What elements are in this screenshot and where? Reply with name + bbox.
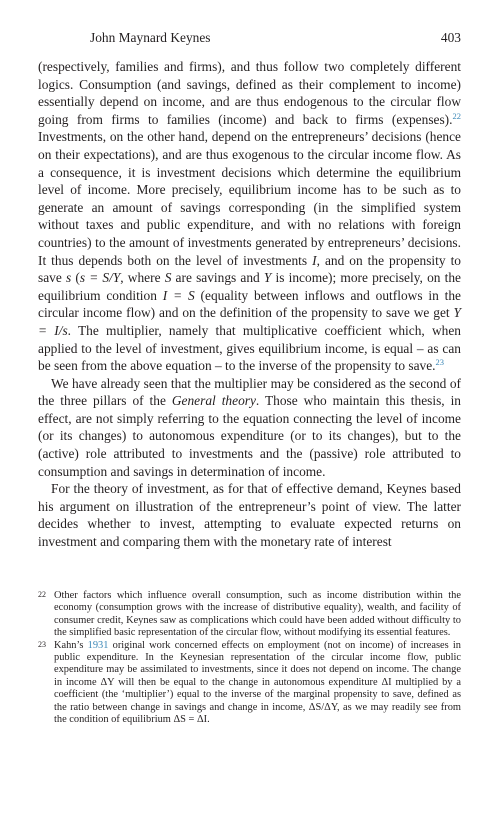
main-text — [38, 58, 461, 551]
footnote-number: 23 — [38, 639, 46, 649]
citation-link-1931[interactable]: 1931 — [87, 639, 109, 651]
paragraph-2: We have already seen that the multiplier may be considered as the second of the three pillars of the General theory. Those who maintain this thesis, in effect, are not simply referring to the equation connecting the level of income (or its changes) to autonomous expenditure (or to its changes), but to the (active) role attributed to investments and the (passive) role attributed to consumption and savings in determination of income. — [38, 375, 461, 479]
footnote-22 — [38, 590, 461, 640]
footnote-23: 23 Kahn’s 1931 original work concerned effects on employment (not on income) of increases in public expenditure. In the Keynesian representation of the circular income flow, public expenditure may be assimilated to investments, since it does not depend on income. The change in income ΔY will then be equal to the change in autonomous expenditure ΔI multiplied by a coefficient (the ‘multiplier’) equal to the inverse of the marginal propensity to save, defined as the ratio between change in savings and change in income, ΔS/ΔY, as we may readily see from the condition of equilibrium ΔS = ΔI. — [38, 639, 461, 726]
page-number: 403 — [440, 30, 461, 45]
footnote-ref-23[interactable]: 23 — [435, 357, 445, 368]
paragraph-3: For the theory of investment, as for that of effective demand, Keynes based his argument on illustration of the entrepreneur’s point of view. The latter decides whether to invest, attempting to evaluate expected returns on investment and comparing them with the monetary rate of interest — [38, 481, 461, 550]
footnote-text: Other factors which influence overall consumption, such as income distribution within the economy (consumption grows with the increase of distributive equality), wealth, and facility of consumer credit, Keynes saw as complications which could have been added without difficulty to the simplified basic representation of the circular flow, without modifying its essential features. — [54, 590, 461, 639]
running-head-title: John Maynard Keynes — [90, 30, 211, 45]
footnote-ref-22[interactable]: 22 — [452, 110, 461, 121]
paragraph-1: (respectively, families and firms), and thus follow two completely different logics. Consumption (and savings, defined as their complement to income) essentially depend on income, and are thus endogenous to the circular flow going from firms to families (income) and back to firms (expenses).$^{22}$ Investments, on the other hand, depend on the entrepreneurs’ decisions (hence on their expectations), and are thus exogenous to the circular income flow. As a consequence, it is investment decisions which determine the equilibrium level of income. More precisely, equilibrium income has to be such as to generate an amount of savings corresponding (in the simplified system without taxes and public expenditure, and with no relations with foreign countries) to the amount of investments generated by entrepreneurs’ decisions. It thus depends both on the level of investments I, and on the propensity to save s (s = S/Y, where S are savings and Y is income); more precisely, on the equilibrium condition I = S (equality between inflows and outflows in the circular income flow) and on the definition of the propensity to save we get Y = I/s. The multiplier, namely that multiplicative coefficient which, when applied to the level of investment, gives equilibrium income, is equal – as can be seen from the above equation – to the inverse of the propensity to save.$^{23}$ — [38, 59, 462, 374]
running-header — [90, 30, 461, 48]
footnote-text: original work concerned effects on employment (not on income) of increases in public expenditure. In the Keynesian representation of the circular income flow, public expenditure may be assimilated to investments, since it does not depend on income. The change in income ΔY will then be equal to the change in autonomous expenditure ΔI multiplied by a coefficient (the ‘multiplier’) equal to the inverse of the marginal propensity to save, defined as the ratio between change in savings and change in income, ΔS/ΔY, as we may readily see from the condition of equilibrium ΔS = ΔI. — [54, 639, 461, 726]
footnotes — [38, 590, 461, 726]
footnote-number: 22 — [38, 590, 46, 599]
